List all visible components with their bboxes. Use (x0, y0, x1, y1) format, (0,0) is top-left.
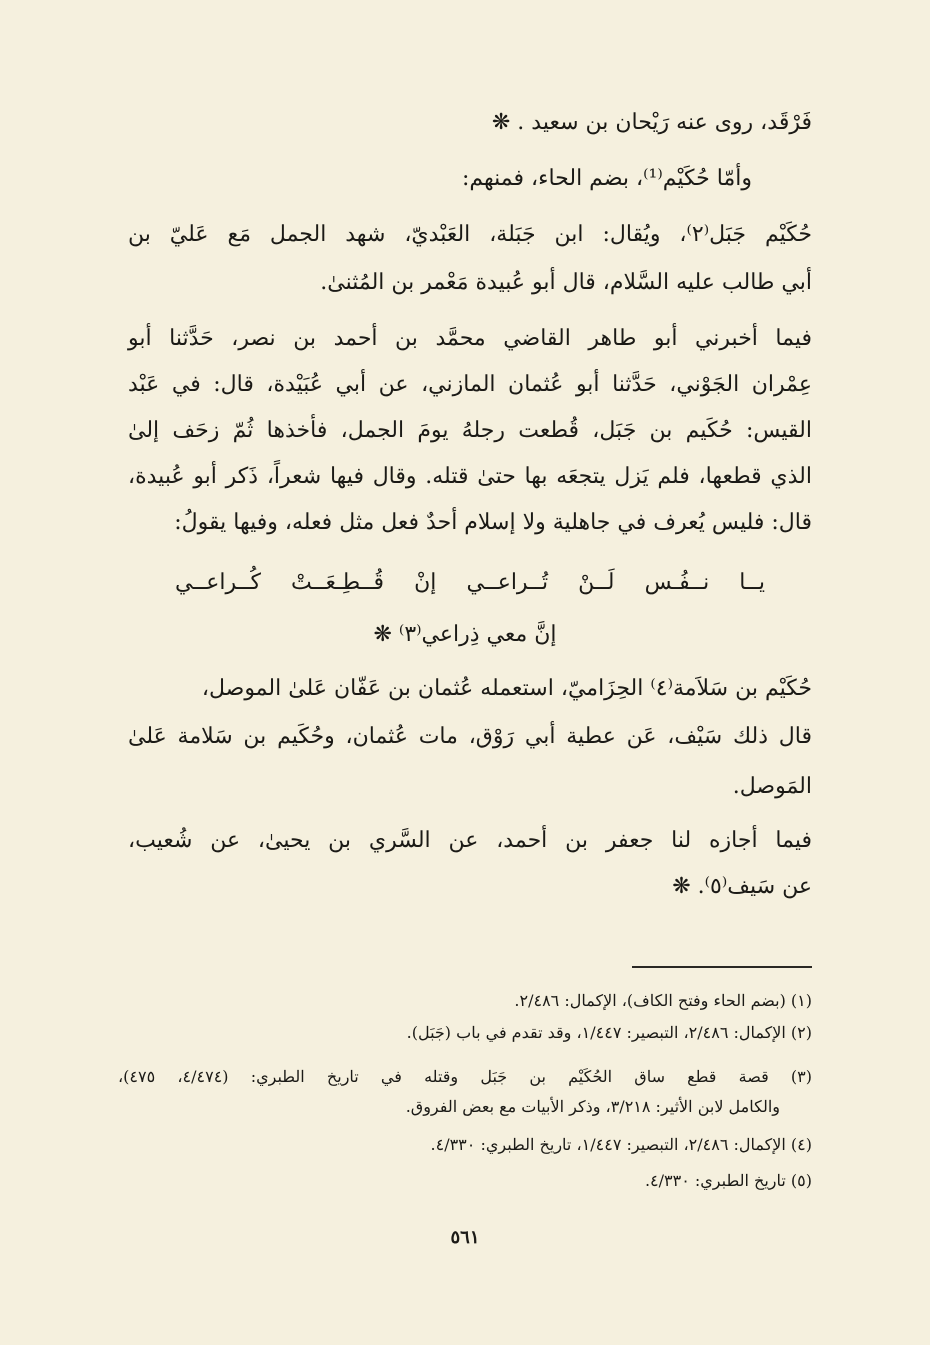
body-line: قال ذلك سَيْف، عَن عطية أبي رَوْق، مات عُثمان، وحُكَيم بن سَلامة عَلىٰ (128, 724, 812, 749)
footnote-3: (٣) قصة قطع ساق الحُكَيْم بن جَبَل وقتله في تاريخ الطبري: (٤/٤٧٤، ٤٧٥)، (118, 1067, 813, 1086)
body-line: حُكَيْم جَبَل⁽٢⁾، ويُقال: ابن جَبَلة، العَبْديّ، شهد الجمل مَع عَليّ بن (128, 222, 812, 247)
entry-line-salama: حُكَيْم بن سَلاَمة⁽٤⁾ الحِزَاميّ، استعمله عُثمان بن عَفّان عَلىٰ الموصل، (201, 676, 812, 701)
page-number: ٥٦١ (450, 1227, 480, 1248)
footnote-1: (١) (بضم الحاء وفتح الكاف)، الإكمال: ٢/٤٨٦. (514, 991, 812, 1010)
body-line: المَوصل. (732, 774, 812, 799)
body-line: القيس: حُكَيم بن جَبَل، قُطعت رجلهُ يومَ الجمل، فأخذها ثُمّ زحَف إلىٰ (128, 418, 813, 443)
footnote-separator (632, 966, 812, 968)
section-heading-hukaym: وأمّا حُكَيْم⁽¹⁾، بضم الحاء، فمنهم: (461, 166, 752, 191)
footnote-2: (٢) الإكمال: ٢/٤٨٦، التبصير: ١/٤٤٧، وقد تقدم في باب (جَبَل). (406, 1023, 812, 1042)
body-line: فيما أجازه لنا جعفر بن أحمد، عن السَّري بن يحيىٰ، عن شُعيب، (128, 828, 812, 853)
body-line: الذي قطعها، فلم يَزل يتجعَه بها حتىٰ قتله. وقال فيها شعراً، ذَكر أبو عُبيدة، (128, 464, 812, 489)
footnote-5: (٥) تاريخ الطبري: ٤/٣٣٠. (644, 1171, 812, 1190)
body-line: قال: فليس يُعرف في جاهلية ولا إسلام أحدٌ فعل مثل فعله، وفيها يقولُ: (174, 510, 812, 535)
body-line: أبي طالب عليه السَّلام، قال أبو عُبيدة مَعْمر بن المُثنىٰ. (320, 270, 812, 295)
poem-verse-end: إنَّ معي ذِراعي⁽٣⁾ ❋ (373, 622, 557, 647)
poem-verse-line: يــا نــفُـس لَــنْ تُــراعــي إنْ قُــطِـعَــتْ كُــراعــي (175, 570, 765, 595)
body-line: فيما أخبرني أبو طاهر القاضي محمَّد بن أحمد بن نصر، حَدَّثنا أبو (128, 326, 812, 351)
footnote-3-continued: والكامل لابن الأثير: ٣/٢١٨، وذكر الأبيات مع بعض الفروق. (405, 1097, 780, 1116)
footnote-4: (٤) الإكمال: ٢/٤٨٦، التبصير: ١/٤٤٧، تاريخ الطبري: ٤/٣٣٠. (430, 1135, 812, 1154)
body-line: عن سَيف⁽٥⁾. ❋ (672, 874, 812, 899)
body-line: عِمْران الجَوْني، حَدَّثنا أبو عُثمان المازني، عن أبي عُبَيْدة، قال: في عَبْد (128, 372, 812, 397)
entry-line-farqad: فَرْقَد، روى عنه رَيْحان بن سعيد . ❋ (491, 110, 812, 135)
